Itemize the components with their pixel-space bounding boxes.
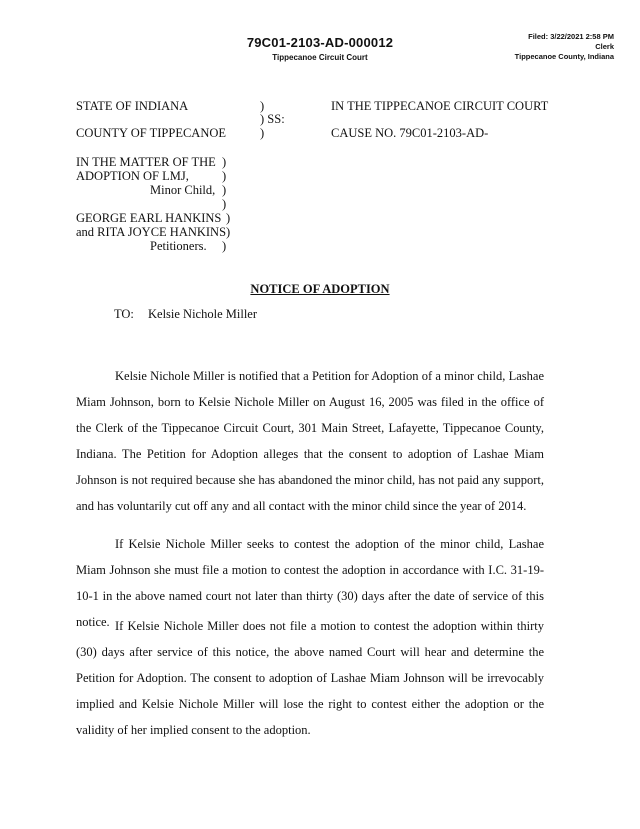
matter-paren-6: ) — [226, 225, 231, 239]
matter-line-1: IN THE MATTER OF THE — [76, 155, 216, 169]
caption-paren-top: ) — [260, 99, 265, 113]
filed-county: Tippecanoe County, Indiana — [514, 52, 614, 61]
to-label: TO: — [114, 307, 134, 321]
caption-county: COUNTY OF TIPPECANOE — [76, 126, 227, 140]
matter-line-5: GEORGE EARL HANKINS — [76, 211, 222, 225]
header-court-name: Tippecanoe Circuit Court — [272, 53, 368, 62]
caption-court-name: IN THE TIPPECANOE CIRCUIT COURT — [331, 99, 549, 113]
body-paragraph: Kelsie Nichole Miller is notified that a Petition for Adoption of a minor child, Lashae Miam Johnson, born to Kelsie Nichole Miller on August 16, 2005 was filed in the office of the Clerk of the Tippecanoe Circuit Court, 301 Main Street, Lafayette, Tippecanoe County, Indiana. The Petition for Adoption alleges that the consent to adoption of Lashae Miam Johnson is not required because she has abandoned the minor child, has not paid any support, and has voluntarily cut off any and all contact with the minor child since the year of 2014. — [76, 369, 544, 513]
caption-ss: ) SS: — [260, 112, 285, 126]
body-paragraph: If Kelsie Nichole Miller does not file a motion to contest the adoption within thirty (30) days after service of this notice, the above named Court will hear and determine the Petition for Adoption. The consent to adoption of Lashae Miam Johnson will be irrevocably implied and Kelsie Nichole Miller will lose the right to contest either the adoption or the validity of her implied consent to the adoption. — [76, 619, 544, 737]
header-cause-number: 79C01-2103-AD-000012 — [246, 35, 394, 50]
filed-stamp — [515, 32, 614, 62]
matter-paren-7: ) — [222, 239, 227, 253]
matter-line-2: ADOPTION OF LMJ, — [76, 169, 189, 183]
matter-line-6: and RITA JOYCE HANKINS — [76, 225, 227, 239]
filed-date: Filed: 3/22/2021 2:58 PM — [528, 32, 614, 41]
matter-paren-5: ) — [226, 211, 231, 225]
matter-paren-3: ) — [222, 183, 227, 197]
caption-cause-no: CAUSE NO. 79C01-2103-AD- — [331, 126, 489, 140]
matter-paren-2: ) — [222, 169, 227, 183]
notice-title: NOTICE OF ADOPTION — [250, 282, 390, 296]
caption-paren-bottom: ) — [260, 126, 265, 140]
matter-line-7: Petitioners. — [150, 239, 207, 253]
filed-clerk: Clerk — [595, 42, 614, 51]
matter-paren-1: ) — [222, 155, 227, 169]
body-paragraph: If Kelsie Nichole Miller seeks to contest the adoption of the minor child, Lashae Miam Johnson she must file a motion to contest the adoption in accordance with I.C. 31-19-10-1 in the above named court not later than thirty (30) days after the date of service of this notice. — [76, 537, 544, 629]
matter-line-3: Minor Child, — [150, 183, 216, 197]
caption-state: STATE OF INDIANA — [76, 99, 189, 113]
to-name: Kelsie Nichole Miller — [148, 307, 257, 321]
matter-paren-4: ) — [222, 197, 227, 211]
